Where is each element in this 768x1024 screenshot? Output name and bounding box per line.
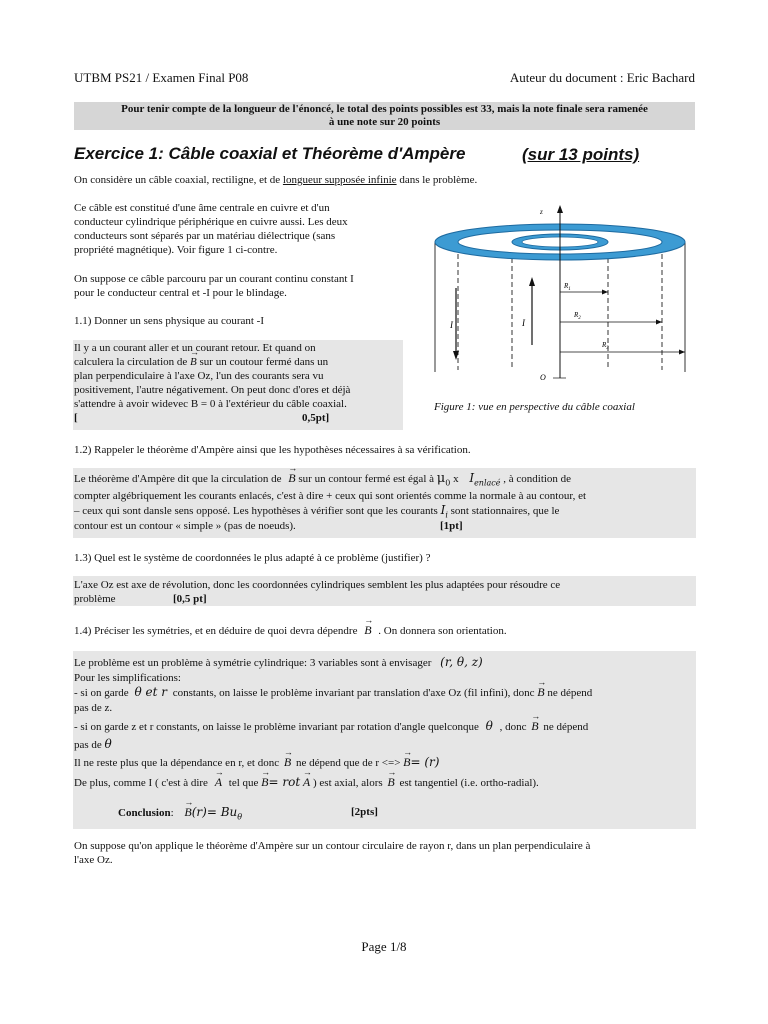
description-line: propriété magnétique). Voir figure 1 ci-contre.: [74, 244, 278, 256]
ii-char: I: [440, 503, 446, 517]
answer-1-4-line: [74, 715, 695, 737]
answer-1-2-text: Le théorème d'Ampère dit que la circulation de: [74, 473, 282, 485]
vector-b-symbol: → B: [364, 623, 371, 637]
final-line: l'axe Oz.: [74, 854, 113, 866]
times-sign: x: [453, 473, 459, 485]
answer-1-4-text: constants, on laisse le problème invariant par translation d'axe Oz (fil infini), donc: [172, 687, 535, 699]
answer-1-4-text: ne dépend: [547, 687, 593, 699]
answer-1-4-text: pas de: [74, 739, 102, 751]
exercise-points-text: (sur 13 points): [522, 145, 640, 164]
vector-b-symbol: → B: [261, 775, 268, 789]
mu-char: μ: [436, 471, 446, 486]
vector-b-symbol: → B: [387, 775, 394, 789]
answer-1-4-line: [74, 753, 695, 773]
vector-b-symbol: → B: [531, 719, 538, 733]
b-of-r-text: = (r): [410, 755, 440, 769]
doc-header-left: UTBM PS21 / Examen Final P08: [74, 70, 249, 85]
answer-1-1-text: calculera la circulation de: [74, 356, 188, 368]
question-1-4: [74, 623, 507, 638]
answer-1-4: [74, 655, 695, 827]
ii-sub: i: [445, 510, 448, 520]
conclusion-equation: [191, 805, 243, 822]
description-line: conducteur cylindrique périphérique en cuivre aussi. Les deux: [74, 216, 348, 228]
answer-1-1: [74, 341, 401, 425]
figure-caption: Figure 1: vue en perspective du câble coaxial: [434, 401, 635, 413]
answer-1-2-line: [74, 519, 695, 533]
answer-1-2-text: , à condition de: [503, 473, 572, 485]
radius-r3-label: $R_3$: [602, 341, 609, 351]
i-enlace-symbol: [469, 471, 501, 488]
answer-1-1-points: 0,5pt]: [302, 412, 330, 424]
answer-1-4-text: est tangentiel (i.e. ortho-radial).: [399, 777, 539, 789]
answer-1-3-line: [74, 592, 695, 606]
origin-label: O: [540, 373, 546, 382]
radius-r1-label: $R_1$: [564, 282, 571, 292]
grading-banner: [74, 102, 695, 130]
answer-1-2-line: [74, 471, 695, 489]
current-paragraph: [74, 272, 404, 300]
mu-sub: 0: [445, 478, 451, 488]
current-line: pour le conducteur central et -I pour le blindage.: [74, 287, 287, 299]
question-1-1: 1.1) Donner un sens physique au courant -I: [74, 315, 265, 327]
radius-r2-label: $R_2$: [574, 311, 581, 321]
answer-1-2-line: compter algébriquement les courants enlacés, c'est à dire + ceux qui sont orientés comme la normale à au contour, et: [74, 490, 587, 502]
i-sub: enlacé: [474, 478, 501, 488]
theta-r-symbol: θ et r: [134, 685, 167, 699]
vector-b-symbol: → B: [284, 755, 291, 769]
intro-paragraph: [74, 173, 477, 187]
coaxial-cable-figure: [420, 200, 700, 400]
answer-1-4-text: De plus, comme I ( c'est à dire: [74, 777, 208, 789]
answer-1-4-text: ) est axial, alors: [313, 777, 383, 789]
answer-1-4-text: tel que: [228, 777, 259, 789]
answer-1-4-line: pas de z.: [74, 702, 113, 714]
answer-1-4-text: Le problème est un problème à symétrie cylindrique: 3 variables sont à envisager: [74, 657, 432, 669]
answer-1-4-line: [74, 773, 695, 795]
description-line: Ce câble est constitué d'une âme centrale en cuivre et d'un: [74, 202, 330, 214]
intro-after: dans le problème.: [396, 174, 478, 186]
exercise-points: [522, 145, 639, 165]
question-1-4-text: . On donnera son orientation.: [378, 625, 507, 637]
vector-b-symbol: → B: [537, 685, 544, 699]
answer-1-2-text: sur un contour fermé est égal à: [298, 473, 435, 485]
page-number: Page 1/8: [361, 939, 407, 954]
answer-1-1-text: sur un coutour fermé dans un: [199, 356, 329, 368]
theta-symbol: θ: [485, 719, 493, 733]
description-line: conducteurs sont séparés par un matériau diélectrique (sans: [74, 230, 336, 242]
answer-1-1-line: Il y a un courant aller et un courant retour. Et quand on: [74, 342, 316, 354]
answer-1-3-line: L'axe Oz est axe de révolution, donc les coordonnées cylindriques semblent les plus adaptées pour résoudre ce: [74, 579, 561, 591]
conclusion-label: Conclusion: [118, 807, 171, 819]
conclusion-line: Conclusion: → $B(r)= Bu_\theta$ [2pts]: [74, 795, 695, 827]
question-1-4-text: 1.4) Préciser les symétries, et en déduire de quoi devra dépendre: [74, 625, 358, 637]
z-axis-label: z: [540, 208, 543, 216]
banner-line-2: à une note sur 20 points: [328, 116, 441, 128]
answer-1-2-text: sont stationnaires, que le: [450, 505, 560, 517]
i-char: I: [469, 471, 475, 485]
mu-zero-symbol: [437, 471, 451, 486]
current-label-up: I: [522, 318, 525, 328]
description-paragraph: [74, 201, 401, 257]
final-line: On suppose qu'on applique le théorème d'Ampère sur un contour circulaire de rayon r, dans un plan perpendiculaire à: [74, 840, 591, 852]
variables-tuple: (r, θ, z): [440, 655, 483, 669]
answer-1-1-line: [74, 355, 401, 369]
answer-1-3: [74, 578, 695, 606]
answer-1-4-line: Pour les simplifications:: [74, 672, 181, 684]
vector-a-symbol: → A: [215, 775, 222, 789]
intro-before: On considère un câble coaxial, rectiligne, et de: [74, 174, 283, 186]
answer-1-2-line: [74, 503, 695, 519]
i-i-symbol: [440, 503, 448, 520]
current-label-down: I: [450, 320, 453, 330]
conclusion-sub: θ: [237, 812, 243, 822]
current-line: On suppose ce câble parcouru par un courant continu constant I: [74, 273, 354, 285]
answer-1-4-line: [74, 655, 695, 671]
banner-line-1: Pour tenir compte de la longueur de l'énoncé, le total des points possibles est 33, mais la note finale sera ramenée: [121, 103, 648, 115]
answer-1-4-text: ne dépend que de r <=>: [295, 757, 401, 769]
answer-1-4-text: - si on garde z et r constants, on laisse le problème invariant par rotation d'angle quelconque: [74, 721, 479, 733]
answer-1-1-line: plan perpendiculaire à l'axe Oz, l'un des courants sera vu: [74, 370, 324, 382]
answer-1-1-points-line: [74, 411, 401, 425]
answer-1-1-line: s'attendre à avoir widevec B = 0 à l'extérieur du câble coaxial.: [74, 398, 347, 410]
intro-underlined: longueur supposée infinie: [282, 174, 397, 186]
answer-1-2-text: – ceux qui sont dansle sens opposé. Les hypothèses à vérifier sont que les courants: [74, 505, 438, 517]
answer-1-4-points: [2pts]: [351, 806, 378, 818]
answer-1-2: [74, 471, 695, 533]
answer-1-1-bracket: [: [74, 412, 78, 424]
b-of-r-equation: [411, 755, 440, 769]
answer-1-4-text: ne dépend: [543, 721, 589, 733]
answer-1-1-line: positivement, l'autre négativement. On peut donc d'ores et déjà: [74, 384, 351, 396]
question-1-3: 1.3) Quel est le système de coordonnées le plus adapté à ce problème (justifier) ?: [74, 552, 431, 564]
answer-1-3-text: problème: [74, 593, 116, 605]
question-1-2: 1.2) Rappeler le théorème d'Ampère ainsi que les hypothèses nécessaires à sa vérification.: [74, 444, 471, 456]
answer-1-4-text: , donc: [499, 721, 527, 733]
theta-symbol: θ: [104, 737, 112, 751]
answer-1-4-line: [74, 737, 695, 753]
answer-1-2-text: contour est un contour « simple » (pas de noeuds).: [74, 520, 296, 532]
vector-b-symbol: → B: [403, 755, 410, 769]
answer-1-4-text: Il ne reste plus que la dépendance en r, et donc: [74, 757, 280, 769]
answer-1-4-line: [74, 685, 695, 701]
vector-b-symbol: → B: [184, 805, 191, 819]
answer-1-3-points: [0,5 pt]: [173, 593, 207, 605]
vector-b-symbol: → B: [190, 355, 197, 369]
final-paragraph: [74, 839, 695, 867]
doc-header-right: Auteur du document : Eric Bachard: [509, 70, 695, 85]
vector-b-symbol: → B: [288, 471, 295, 485]
answer-1-2-points: [1pt]: [440, 520, 463, 532]
answer-1-4-text: - si on garde: [74, 687, 129, 699]
exercise-title: Exercice 1: Câble coaxial et Théorème d'Ampère: [74, 144, 466, 163]
rot-equation: = rot: [268, 775, 301, 789]
vector-a-symbol: → A: [303, 775, 310, 789]
conclusion-eq-text: (r)= Bu: [191, 805, 238, 819]
